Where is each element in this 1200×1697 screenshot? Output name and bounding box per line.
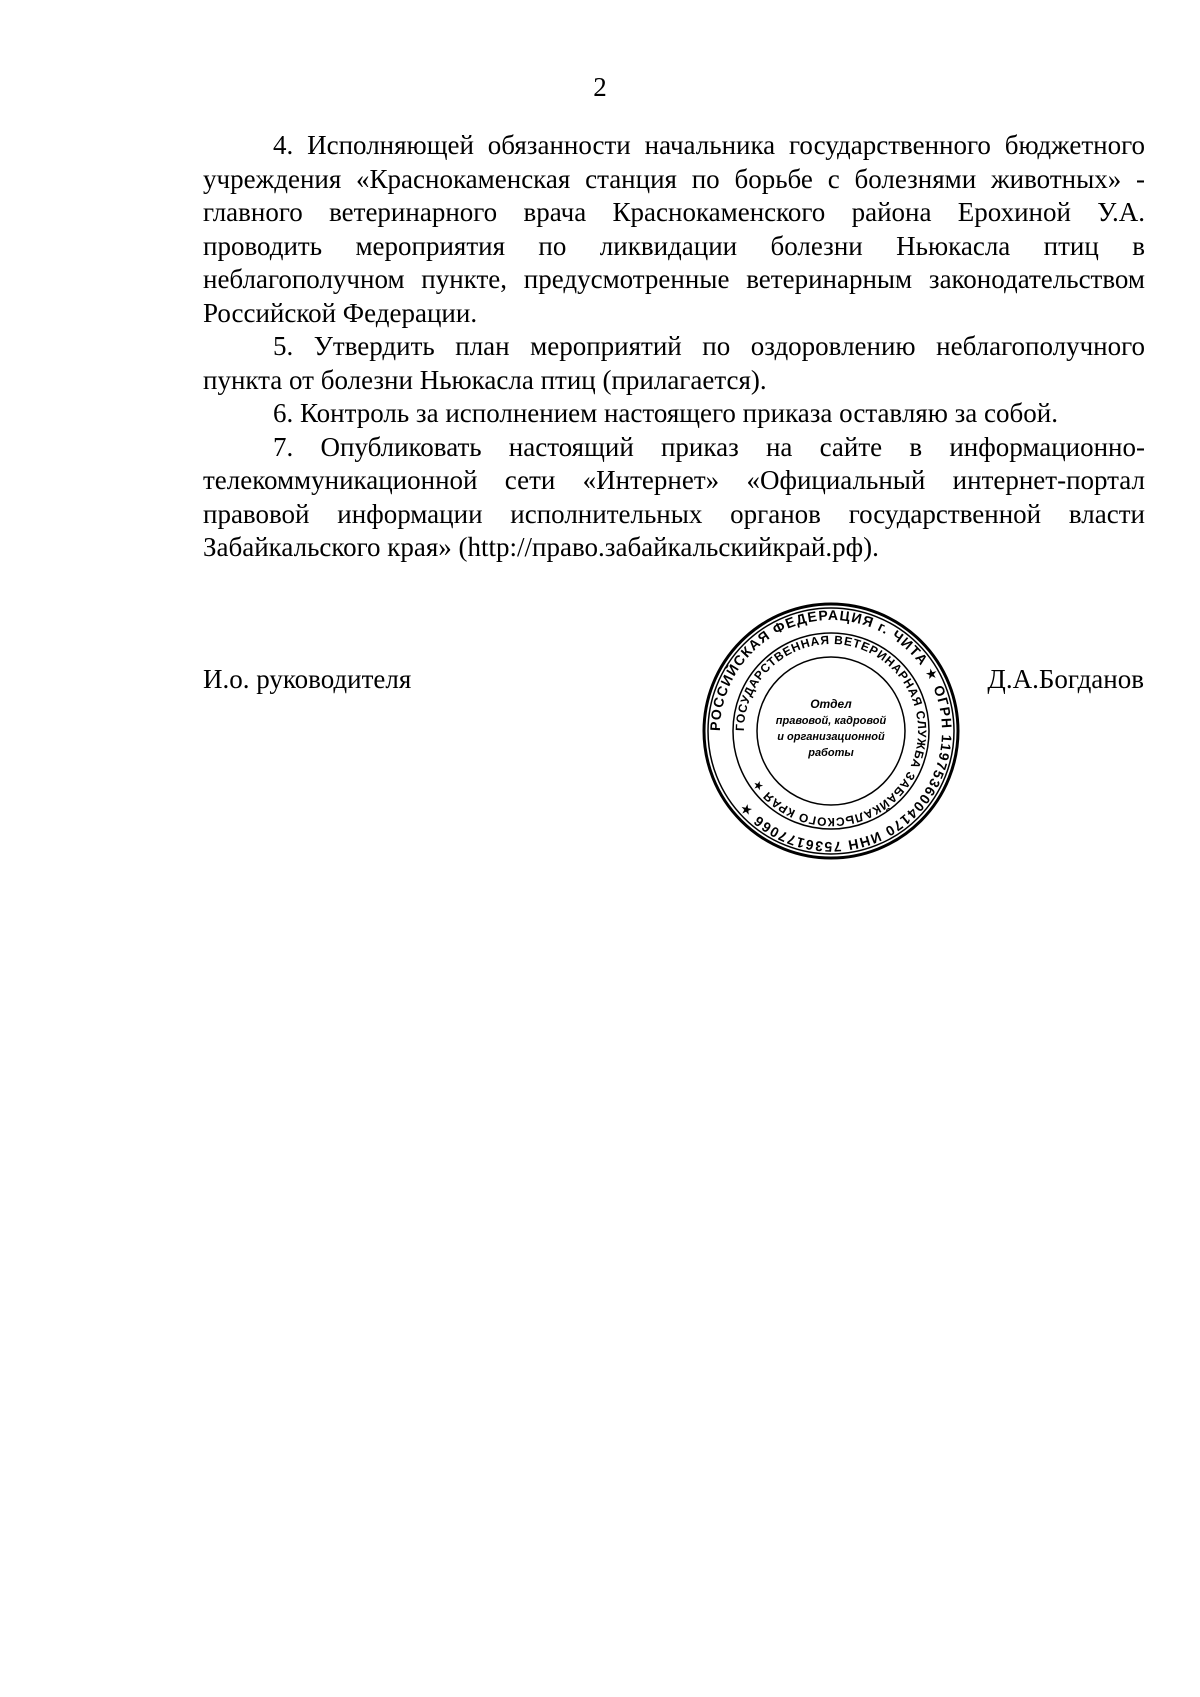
signature-title: И.о. руководителя (203, 664, 412, 694)
document-body (203, 129, 1145, 565)
page-number: 2 (593, 72, 607, 102)
stamp-center-line-1: Отдел (810, 697, 852, 711)
stamp-outer-ring-text: РОССИЙСКАЯ ФЕДЕРАЦИЯ г. ЧИТА ★ ОГРН 1197536004170 ИНН 7536177066 ★ (706, 606, 956, 856)
paragraph-item-7: 7. Опубликовать настоящий приказ на сайте в информационно-телекоммуникационной сети «Интернет» «Официальный интернет-портал правовой информации исполнительных органов государственной власти Забайкальского края» (http://право.забайкальскийкрай.рф). (203, 431, 1145, 562)
official-stamp (700, 600, 962, 862)
signature-name: Д.А.Богданов (987, 664, 1144, 694)
stamp-center-line-2: правовой, кадровой (775, 715, 887, 727)
paragraph-item-6: 6. Контроль за исполнением настоящего приказа оставляю за собой. (273, 398, 1058, 428)
stamp-center-line-4: работы (808, 747, 854, 759)
stamp-center-line-3: и организационной (777, 731, 885, 743)
stamp-inner-ring-text: ГОСУДАРСТВЕННАЯ ВЕТЕРИНАРНАЯ СЛУЖБА ЗАБАЙКАЛЬСКОГО КРАЯ ★ (732, 632, 930, 830)
paragraph-item-4: 4. Исполняющей обязанности начальника государственного бюджетного учреждения «Краснокаменская станция по борьбе с болезнями животных» - главного ветеринарного врача Краснокаменского района Ерохиной У.А. проводить мероприятия по ликвидации болезни Ньюкасла птиц в неблагополучном пункте, предусмотренные ветеринарным законодательством Российской Федерации. (203, 130, 1145, 328)
paragraph-item-5: 5. Утвердить план мероприятий по оздоровлению неблагополучного пункта от болезни Ньюкасла птиц (прилагается). (203, 331, 1145, 395)
